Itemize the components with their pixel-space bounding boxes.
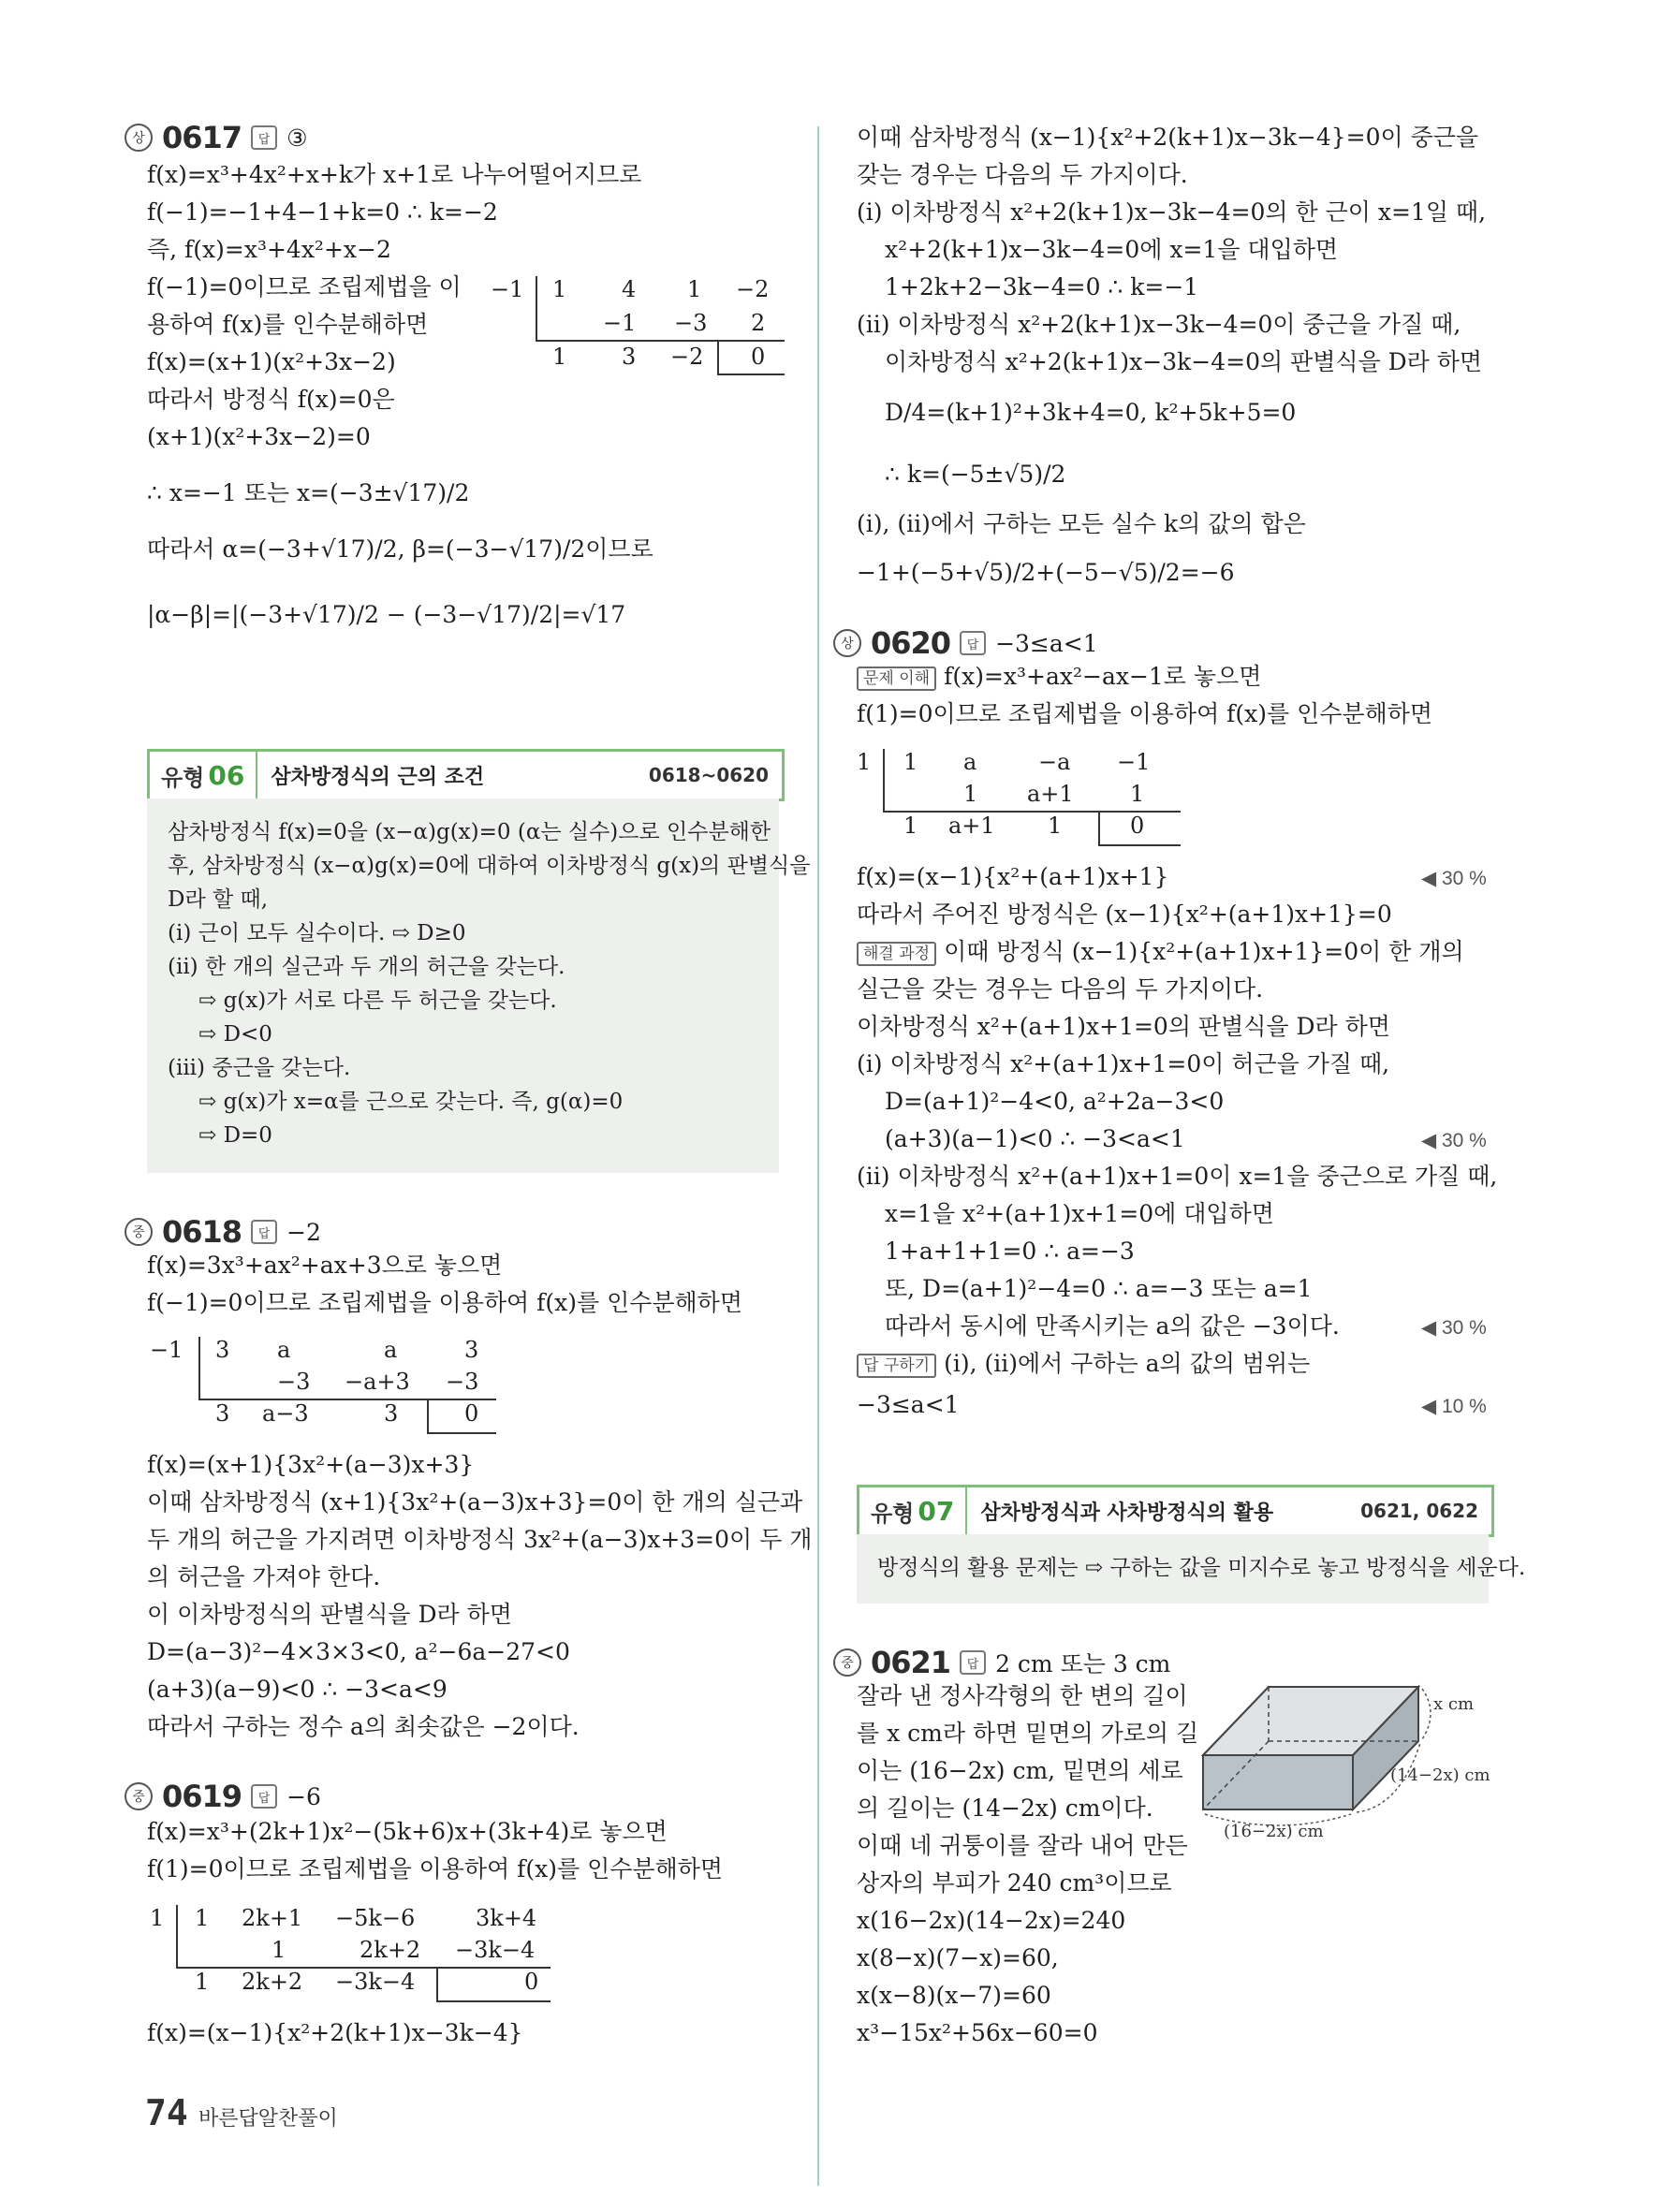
synth-cell: 2k+1 bbox=[242, 1905, 303, 1931]
type-body-line: (iii) 중근을 갖는다. bbox=[168, 1056, 351, 1080]
synth-cell: a bbox=[384, 1337, 398, 1363]
type-title: 삼차방정식의 근의 조건 bbox=[271, 765, 485, 789]
answer-badge: 답 bbox=[251, 1220, 277, 1244]
solution-line: D=(a+1)²−4<0, a²+2a−3<0 bbox=[885, 1088, 1225, 1115]
solution-line: f(−1)=0이므로 조립제법을 이용하여 f(x)를 인수분해하면 bbox=[147, 1289, 742, 1316]
solution-line: f(x)=(x+1)(x²+3x−2) bbox=[147, 348, 396, 375]
synth-cell: −3 bbox=[446, 1369, 479, 1395]
synth-cell: −1 bbox=[150, 1337, 184, 1363]
answer-badge: 답 bbox=[251, 125, 277, 150]
solution-line: 의 허근을 가져야 한다. bbox=[147, 1563, 381, 1590]
synth-cell: 1 bbox=[963, 781, 978, 807]
solution-line: (i) 이차방정식 x²+2(k+1)x−3k−4=0의 한 근이 x=1일 때, bbox=[857, 198, 1487, 226]
solution-line: 갖는 경우는 다음의 두 가지이다. bbox=[857, 161, 1188, 188]
type-body-line: (i) 근이 모두 실수이다. ⇨ D≥0 bbox=[168, 921, 466, 945]
solution-line: 1+a+1+1=0 ∴ a=−3 bbox=[885, 1238, 1135, 1265]
solution-line: 이는 (16−2x) cm, 밑면의 세로 bbox=[857, 1757, 1183, 1784]
type-body-line: ⇨ g(x)가 서로 다른 두 허근을 갖는다. bbox=[198, 989, 557, 1013]
solution-line: 이차방정식 x²+(a+1)x+1=0의 판별식을 D라 하면 bbox=[857, 1013, 1390, 1040]
solution-line: D=(a−3)²−4×3×3<0, a²−6a−27<0 bbox=[147, 1638, 570, 1665]
type-label: 유형 07 bbox=[859, 1487, 967, 1534]
synthetic-division-0620 bbox=[857, 749, 1194, 852]
solution-line: 잘라 낸 정사각형의 한 변의 길이 bbox=[857, 1682, 1188, 1709]
box-depth-label: (14−2x) cm bbox=[1390, 1765, 1490, 1785]
page-number: 74 bbox=[145, 2092, 188, 2133]
type-body-line: D라 할 때, bbox=[168, 887, 269, 912]
answer-value: −2 bbox=[286, 1218, 321, 1246]
solution-line: (i) 이차방정식 x²+(a+1)x+1=0이 허근을 가질 때, bbox=[857, 1050, 1390, 1077]
level-badge: 중 bbox=[125, 1218, 153, 1246]
solution-line: x=1을 x²+(a+1)x+1=0에 대입하면 bbox=[885, 1200, 1274, 1227]
solution-line: 실근을 갖는 경우는 다음의 두 가지이다. bbox=[857, 975, 1264, 1003]
synth-cell: 3 bbox=[215, 1400, 230, 1427]
synth-cell: −1 bbox=[1117, 749, 1151, 775]
synth-cell: −3k−4 bbox=[455, 1937, 536, 1963]
answer-badge: 답 bbox=[960, 1650, 986, 1675]
solution-line: −3≤a<1 bbox=[857, 1391, 960, 1418]
solution-line: 이 이차방정식의 판별식을 D라 하면 bbox=[147, 1601, 512, 1628]
synth-cell: −3k−4 bbox=[335, 1969, 416, 1995]
synth-cell: 2k+2 bbox=[242, 1969, 303, 1995]
synth-cell: −5k−6 bbox=[335, 1905, 416, 1931]
box-height-label: x cm bbox=[1433, 1694, 1475, 1714]
problem-number: 0620 bbox=[871, 625, 951, 661]
problem-0620-header bbox=[833, 625, 1098, 661]
answer-value: −6 bbox=[286, 1782, 321, 1810]
synth-cell: 3k+4 bbox=[476, 1905, 537, 1931]
solution-line: (a+3)(a−9)<0 ∴ −3<a<9 bbox=[147, 1676, 448, 1703]
solution-line: f(−1)=0이므로 조립제법을 이 bbox=[147, 273, 462, 300]
synth-cell: −2 bbox=[736, 276, 770, 302]
solution-line: 이때 삼차방정식 (x−1){x²+2(k+1)x−3k−4}=0이 중근을 bbox=[857, 124, 1479, 151]
synth-cell: 1 bbox=[903, 813, 918, 839]
synth-cell: 1 bbox=[272, 1937, 286, 1963]
solution-line: (ii) 이차방정식 x²+2(k+1)x−3k−4=0이 중근을 가질 때, bbox=[857, 311, 1461, 338]
solution-line: f(1)=0이므로 조립제법을 이용하여 f(x)를 인수분해하면 bbox=[147, 1855, 724, 1882]
answer-value: −3≤a<1 bbox=[995, 629, 1098, 657]
score-percent: ◀ 30 % bbox=[1421, 1130, 1487, 1151]
solution-line: f(x)=x³+4x²+x+k가 x+1로 나누어떨어지므로 bbox=[147, 161, 642, 188]
answer-badge: 답 bbox=[251, 1784, 277, 1809]
synth-cell: a+1 bbox=[1027, 781, 1074, 807]
solution-line: (a+3)(a−1)<0 ∴ −3<a<1 bbox=[885, 1125, 1185, 1152]
synth-cell: 0 bbox=[464, 1400, 479, 1427]
solution-line: f(1)=0이므로 조립제법을 이용하여 f(x)를 인수분해하면 bbox=[857, 700, 1433, 727]
synth-cell: 0 bbox=[751, 344, 766, 370]
type-07-header bbox=[857, 1485, 1494, 1537]
synth-cell: 1 bbox=[903, 749, 918, 775]
synth-cell: 1 bbox=[195, 1969, 210, 1995]
solution-line: D/4=(k+1)²+3k+4=0, k²+5k+5=0 bbox=[885, 399, 1297, 426]
problem-0621-header bbox=[833, 1645, 1170, 1680]
synth-cell: 3 bbox=[215, 1337, 230, 1363]
solution-line: (x+1)(x²+3x−2)=0 bbox=[147, 423, 371, 450]
type-range: 0621, 0622 bbox=[1360, 1500, 1478, 1522]
synth-cell: −a bbox=[1038, 749, 1071, 775]
solution-line: 따라서 동시에 만족시키는 a의 값은 −3이다. bbox=[885, 1312, 1340, 1340]
synth-cell: 1 bbox=[150, 1905, 165, 1931]
synth-cell: 1 bbox=[195, 1905, 210, 1931]
synthetic-division-0617 bbox=[487, 276, 786, 379]
solution-line: 따라서 방정식 f(x)=0은 bbox=[147, 386, 395, 413]
solution-line: (ii) 이차방정식 x²+(a+1)x+1=0이 x=1을 중근으로 가질 때, bbox=[857, 1163, 1498, 1190]
answer-badge: 답 bbox=[960, 631, 986, 655]
solution-line: f(x)=x³+(2k+1)x²−(5k+6)x+(3k+4)로 놓으면 bbox=[147, 1818, 668, 1845]
answer-value: 2 cm 또는 3 cm bbox=[995, 1650, 1171, 1677]
solution-line: 상자의 부피가 240 cm³이므로 bbox=[857, 1869, 1172, 1897]
synth-cell: 1 bbox=[857, 749, 872, 775]
type-07-body bbox=[857, 1534, 1526, 1604]
problem-0617-header bbox=[125, 120, 307, 155]
solution-line: f(x)=(x−1){x²+(a+1)x+1} bbox=[857, 863, 1169, 890]
solution-line: 따라서 주어진 방정식은 (x−1){x²+(a+1)x+1}=0 bbox=[857, 901, 1392, 928]
step-tag: 해결 과정 bbox=[857, 942, 936, 966]
solution-line: x(8−x)(7−x)=60, bbox=[857, 1944, 1059, 1971]
synth-cell: 3 bbox=[384, 1400, 399, 1427]
synth-cell: −2 bbox=[670, 344, 704, 370]
synth-cell: 1 bbox=[552, 344, 567, 370]
score-percent: ◀ 10 % bbox=[1421, 1396, 1487, 1417]
problem-0619-header bbox=[125, 1779, 321, 1814]
type-body-line: ⇨ D=0 bbox=[198, 1123, 272, 1148]
problem-number: 0618 bbox=[162, 1214, 242, 1250]
solution-line: (i), (ii)에서 구하는 모든 실수 k의 값의 합은 bbox=[857, 510, 1306, 537]
synth-cell: −3 bbox=[277, 1369, 311, 1395]
answer-value: ③ bbox=[286, 124, 308, 152]
step-tag: 문제 이해 bbox=[857, 667, 936, 691]
open-box-figure bbox=[1194, 1676, 1512, 1844]
synth-cell: 0 bbox=[524, 1969, 539, 1995]
solution-line: f(−1)=−1+4−1+k=0 ∴ k=−2 bbox=[147, 198, 498, 226]
problem-number: 0621 bbox=[871, 1645, 951, 1680]
solution-line: x(x−8)(x−7)=60 bbox=[857, 1982, 1051, 2009]
step-tag: 답 구하기 bbox=[857, 1354, 936, 1378]
solution-line: 를 x cm라 하면 밑면의 가로의 길 bbox=[857, 1720, 1199, 1747]
solution-line: f(x)=(x−1){x²+2(k+1)x−3k−4} bbox=[147, 2019, 523, 2046]
solution-line: 의 길이는 (14−2x) cm이다. bbox=[857, 1795, 1153, 1822]
synth-cell: 1 bbox=[687, 276, 702, 302]
problem-0618-header bbox=[125, 1214, 321, 1250]
score-percent: ◀ 30 % bbox=[1421, 868, 1487, 889]
box-width-label: (16−2x) cm bbox=[1224, 1822, 1324, 1841]
type-range: 0618~0620 bbox=[648, 764, 769, 786]
synth-cell: −1 bbox=[603, 310, 637, 336]
level-badge: 중 bbox=[833, 1648, 861, 1677]
synth-cell: 2 bbox=[751, 310, 766, 336]
solution-line: 두 개의 허근을 가지려면 이차방정식 3x²+(a−3)x+3=0이 두 개 bbox=[147, 1526, 813, 1553]
solution-line: f(x)=3x³+ax²+ax+3으로 놓으면 bbox=[147, 1252, 503, 1279]
type-06-header bbox=[147, 749, 785, 801]
type-label: 유형 06 bbox=[150, 752, 257, 798]
synth-cell: −a+3 bbox=[345, 1369, 410, 1395]
solution-line: −1+(−5+√5)/2+(−5−√5)/2=−6 bbox=[857, 559, 1235, 586]
solution-line: 또, D=(a+1)²−4=0 ∴ a=−3 또는 a=1 bbox=[885, 1275, 1313, 1302]
solution-line: x²+2(k+1)x−3k−4=0에 x=1을 대입하면 bbox=[885, 236, 1339, 263]
synth-cell: a+1 bbox=[948, 813, 995, 839]
type-body-line: 후, 삼차방정식 (x−α)g(x)=0에 대하여 이차방정식 g(x)의 판별식을 bbox=[168, 854, 811, 878]
solution-line: ∴ k=(−5±√5)/2 bbox=[885, 461, 1066, 488]
synth-cell: a bbox=[963, 749, 977, 775]
level-badge: 상 bbox=[125, 124, 153, 152]
solution-line: 용하여 f(x)를 인수분해하면 bbox=[147, 311, 429, 338]
solution-line: 문제 이해 f(x)=x³+ax²−ax−1로 놓으면 bbox=[857, 661, 1261, 693]
solution-line: f(x)=(x+1){3x²+(a−3)x+3} bbox=[147, 1451, 475, 1478]
solution-line: x³−15x²+56x−60=0 bbox=[857, 2019, 1098, 2046]
level-badge: 상 bbox=[833, 629, 861, 657]
solution-line: 이때 삼차방정식 (x+1){3x²+(a−3)x+3}=0이 한 개의 실근과 bbox=[147, 1488, 803, 1516]
type-body-line: ⇨ D<0 bbox=[198, 1022, 272, 1047]
problem-number: 0619 bbox=[162, 1779, 242, 1814]
type-06-body bbox=[147, 798, 811, 1173]
synth-cell: −3 bbox=[674, 310, 708, 336]
solution-line: 따라서 구하는 정수 a의 최솟값은 −2이다. bbox=[147, 1713, 580, 1740]
book-title: 바른답알찬풀이 bbox=[198, 2107, 338, 2131]
score-percent: ◀ 30 % bbox=[1421, 1317, 1487, 1339]
synth-cell: 1 bbox=[1130, 781, 1145, 807]
synth-cell: 2k+2 bbox=[360, 1937, 421, 1963]
column-divider bbox=[817, 126, 819, 2186]
solution-line: 답 구하기 (i), (ii)에서 구하는 a의 값의 범위는 bbox=[857, 1348, 1310, 1380]
solution-line: |α−β|=|(−3+√17)/2 − (−3−√17)/2|=√17 bbox=[147, 601, 626, 628]
synth-cell: −1 bbox=[491, 276, 524, 302]
type-body-line: 삼차방정식 f(x)=0을 (x−α)g(x)=0 (α는 실수)으로 인수분해한 bbox=[168, 820, 771, 844]
solution-line: 즉, f(x)=x³+4x²+x−2 bbox=[147, 236, 391, 263]
synth-cell: 4 bbox=[622, 276, 637, 302]
solution-line: 따라서 α=(−3+√17)/2, β=(−3−√17)/2이므로 bbox=[147, 535, 653, 563]
type-body-line: (ii) 한 개의 실근과 두 개의 허근을 갖는다. bbox=[168, 955, 565, 979]
synth-cell: 3 bbox=[464, 1337, 479, 1363]
synth-cell: a−3 bbox=[262, 1400, 309, 1427]
solution-line: ∴ x=−1 또는 x=(−3±√17)/2 bbox=[147, 479, 470, 506]
synthetic-division-0618 bbox=[150, 1337, 506, 1440]
synthetic-division-0619 bbox=[150, 1905, 562, 2008]
synth-cell: 1 bbox=[1048, 813, 1063, 839]
type-body-line: 방정식의 활용 문제는 ⇨ 구하는 값을 미지수로 놓고 방정식을 세운다. bbox=[877, 1556, 1526, 1580]
solution-line: 1+2k+2−3k−4=0 ∴ k=−1 bbox=[885, 273, 1199, 300]
level-badge: 중 bbox=[125, 1782, 153, 1810]
problem-number: 0617 bbox=[162, 120, 242, 155]
synth-cell: 0 bbox=[1130, 813, 1145, 839]
solution-line: 해결 과정 이때 방정식 (x−1){x²+(a+1)x+1}=0이 한 개의 bbox=[857, 936, 1464, 968]
type-body-line: ⇨ g(x)가 x=α를 근으로 갖는다. 즉, g(α)=0 bbox=[198, 1090, 624, 1114]
solution-line: x(16−2x)(14−2x)=240 bbox=[857, 1907, 1126, 1934]
solution-line: 이차방정식 x²+2(k+1)x−3k−4=0의 판별식을 D라 하면 bbox=[885, 348, 1483, 375]
solution-line: 이때 네 귀퉁이를 잘라 내어 만든 bbox=[857, 1832, 1188, 1859]
synth-cell: a bbox=[277, 1337, 291, 1363]
synth-cell: 1 bbox=[552, 276, 567, 302]
type-title: 삼차방정식과 사차방정식의 활용 bbox=[980, 1501, 1274, 1525]
synth-cell: 3 bbox=[622, 344, 637, 370]
